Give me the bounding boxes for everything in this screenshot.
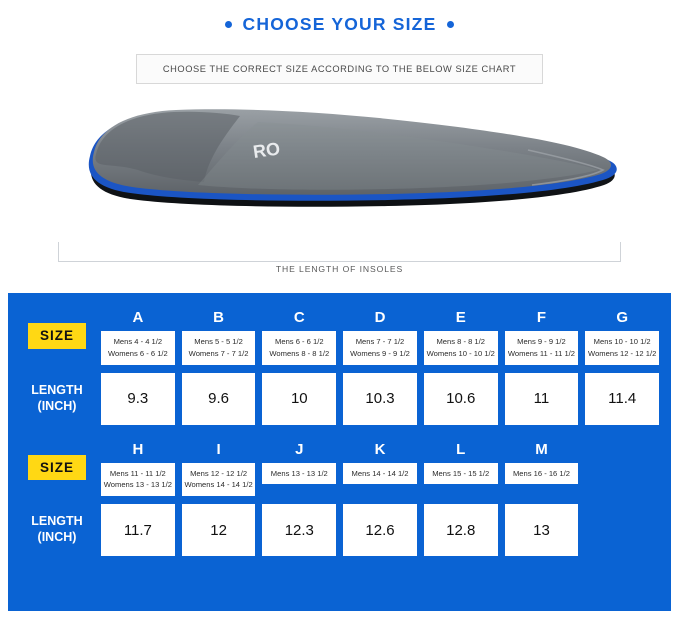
length-measure-caption: THE LENGTH OF INSOLES: [275, 264, 404, 274]
size-badge: SIZE: [28, 455, 86, 481]
page-title-text: CHOOSE YOUR SIZE: [242, 14, 437, 34]
size-column-l: [424, 439, 498, 497]
length-label-line2: (INCH): [37, 530, 77, 545]
size-column-k: [343, 439, 417, 497]
size-column-a: [101, 307, 175, 365]
length-value-a: 9.3: [101, 373, 175, 425]
size-mens: Mens 16 - 16 1/2: [512, 468, 570, 478]
length-row-1: [20, 373, 659, 425]
size-cells-1: [101, 307, 659, 365]
size-column-f: [505, 307, 579, 365]
size-column-g: [585, 307, 659, 365]
size-detail: [101, 463, 175, 497]
size-letter: G: [616, 309, 628, 326]
length-value-k: 12.6: [343, 504, 417, 556]
size-womens: Womens 12 - 12 1/2: [588, 348, 657, 358]
size-letter: M: [535, 440, 548, 458]
size-mens: Mens 6 - 6 1/2: [275, 337, 324, 346]
size-letter: A: [132, 309, 144, 326]
size-group-2: [20, 439, 659, 557]
insole-image: [58, 100, 621, 230]
length-value-g: 11.4: [585, 373, 659, 425]
size-group-1: [20, 307, 659, 425]
size-mens: Mens 10 - 10 1/2: [593, 337, 651, 346]
size-detail: [424, 463, 498, 485]
size-mens: Mens 11 - 11 1/2: [109, 468, 166, 478]
size-mens: Mens 7 - 7 1/2: [355, 337, 405, 346]
size-column-h: [101, 439, 175, 497]
size-mens: Mens 4 - 4 1/2: [113, 337, 163, 346]
size-letter: F: [536, 309, 547, 326]
insole-illustration-area: [0, 94, 679, 289]
length-value-f: 11: [505, 373, 579, 425]
length-label-line1: LENGTH: [31, 514, 83, 529]
size-column-c: [262, 307, 336, 365]
length-value-l: 12.8: [424, 504, 498, 556]
size-detail: [343, 463, 417, 485]
size-womens: Womens 10 - 10 1/2: [426, 348, 495, 358]
size-detail: [585, 331, 659, 365]
length-row-label-2: [20, 504, 94, 556]
size-womens: Womens 8 - 8 1/2: [269, 348, 330, 358]
size-row-label-2: [20, 439, 94, 497]
size-detail: [262, 463, 336, 485]
size-detail: [505, 331, 579, 365]
size-row-label-1: [20, 307, 94, 365]
length-value-e: 10.6: [424, 373, 498, 425]
size-header-row-2: [20, 439, 659, 497]
length-value-h: 11.7: [101, 504, 175, 556]
subtitle-banner: CHOOSE THE CORRECT SIZE ACCORDING TO THE BELOW SIZE CHART: [136, 54, 543, 84]
size-womens: Womens 9 - 9 1/2: [350, 348, 410, 358]
size-column-b: [182, 307, 256, 365]
size-womens: Womens 13 - 13 1/2: [103, 480, 172, 490]
size-womens: Womens 11 - 11 1/2: [507, 348, 576, 358]
size-column-j: [262, 439, 336, 497]
size-mens: Mens 9 - 9 1/2: [517, 337, 566, 346]
size-detail: [505, 463, 579, 485]
page-title: [0, 0, 679, 35]
length-cells-1: [101, 373, 659, 425]
size-detail: [182, 331, 256, 365]
insole-stage: [58, 100, 621, 240]
length-label: [31, 383, 82, 414]
size-detail: [262, 331, 336, 365]
svg-text:RO: RO: [251, 138, 282, 162]
size-column-i: [182, 439, 256, 497]
size-letter: E: [455, 309, 466, 326]
length-row-2: [20, 504, 659, 556]
size-detail: [182, 463, 256, 497]
size-mens: Mens 13 - 13 1/2: [270, 468, 328, 478]
size-letter: H: [132, 440, 144, 458]
size-mens: Mens 5 - 5 1/2: [194, 337, 243, 346]
length-value-j: 12.3: [262, 504, 336, 556]
size-letter: I: [216, 440, 221, 458]
size-column-e: [424, 307, 498, 365]
subtitle-container: [0, 54, 679, 84]
length-value-b: 9.6: [182, 373, 256, 425]
size-chart-panel: [8, 293, 671, 611]
size-detail: [343, 331, 417, 365]
size-mens: Mens 12 - 12 1/2: [190, 468, 248, 478]
size-detail: [101, 331, 175, 365]
size-letter: K: [374, 440, 386, 458]
size-letter: B: [213, 309, 224, 326]
size-letter: C: [293, 309, 305, 326]
bullet-dot-icon: [447, 21, 454, 28]
size-womens: Womens 7 - 7 1/2: [188, 348, 249, 358]
size-letter: L: [456, 440, 466, 458]
length-measure-bracket: [58, 242, 621, 262]
size-header-row-1: [20, 307, 659, 365]
size-badge: SIZE: [28, 323, 86, 349]
length-value-m: 13: [505, 504, 579, 556]
size-womens: Womens 6 - 6 1/2: [107, 348, 168, 358]
size-letter: J: [295, 440, 304, 458]
length-row-label-1: [20, 373, 94, 425]
length-value-c: 10: [262, 373, 336, 425]
size-womens: Womens 14 - 14 1/2: [184, 480, 253, 490]
length-value-i: 12: [182, 504, 256, 556]
length-label-line2: (INCH): [37, 398, 77, 413]
size-letter: D: [374, 309, 386, 326]
size-column-m: [505, 439, 579, 497]
size-mens: Mens 8 - 8 1/2: [436, 337, 485, 346]
length-label: [31, 514, 82, 545]
size-mens: Mens 14 - 14 1/2: [351, 468, 409, 478]
size-column-spacer: [585, 439, 659, 497]
size-cells-2: [101, 439, 659, 497]
size-detail: [424, 331, 498, 365]
length-value-d: 10.3: [343, 373, 417, 425]
length-cells-2: [101, 504, 659, 556]
bullet-dot-icon: [225, 21, 232, 28]
size-mens: Mens 15 - 15 1/2: [432, 468, 490, 478]
size-column-d: [343, 307, 417, 365]
length-value-spacer: [585, 504, 659, 556]
length-label-line1: LENGTH: [31, 382, 83, 397]
